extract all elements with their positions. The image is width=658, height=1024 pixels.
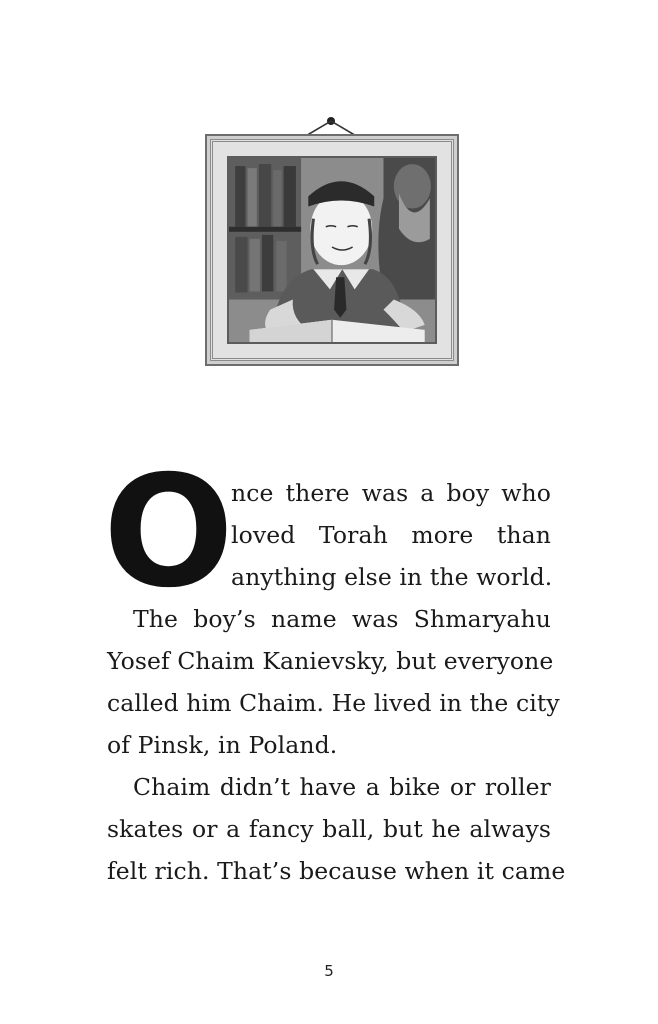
framed-illustration (205, 134, 459, 366)
text-line: felt rich. That’s because when it came (107, 857, 566, 885)
text-line: called him Chaim. He lived in the city (107, 689, 560, 717)
boy-reading-drawing (229, 158, 435, 342)
text-line: Chaim didn’t have a bike or roller (133, 773, 551, 801)
text-line: nce there was a boy who (231, 479, 551, 507)
story-text (103, 443, 566, 892)
page-number: 5 (324, 962, 334, 980)
drop-cap: O (103, 443, 234, 622)
illustration-image (227, 156, 437, 344)
text-line: of Pinsk, in Poland. (107, 731, 338, 759)
text-line: anything else in the world. (231, 563, 553, 591)
text-line: Yosef Chaim Kanievsky, but everyone (107, 647, 554, 675)
text-line: loved Torah more than (231, 521, 551, 549)
text-line: skates or a fancy ball, but he always (107, 815, 551, 843)
text-line: The boy’s name was Shmaryahu (133, 605, 551, 633)
frame-border (210, 139, 454, 361)
